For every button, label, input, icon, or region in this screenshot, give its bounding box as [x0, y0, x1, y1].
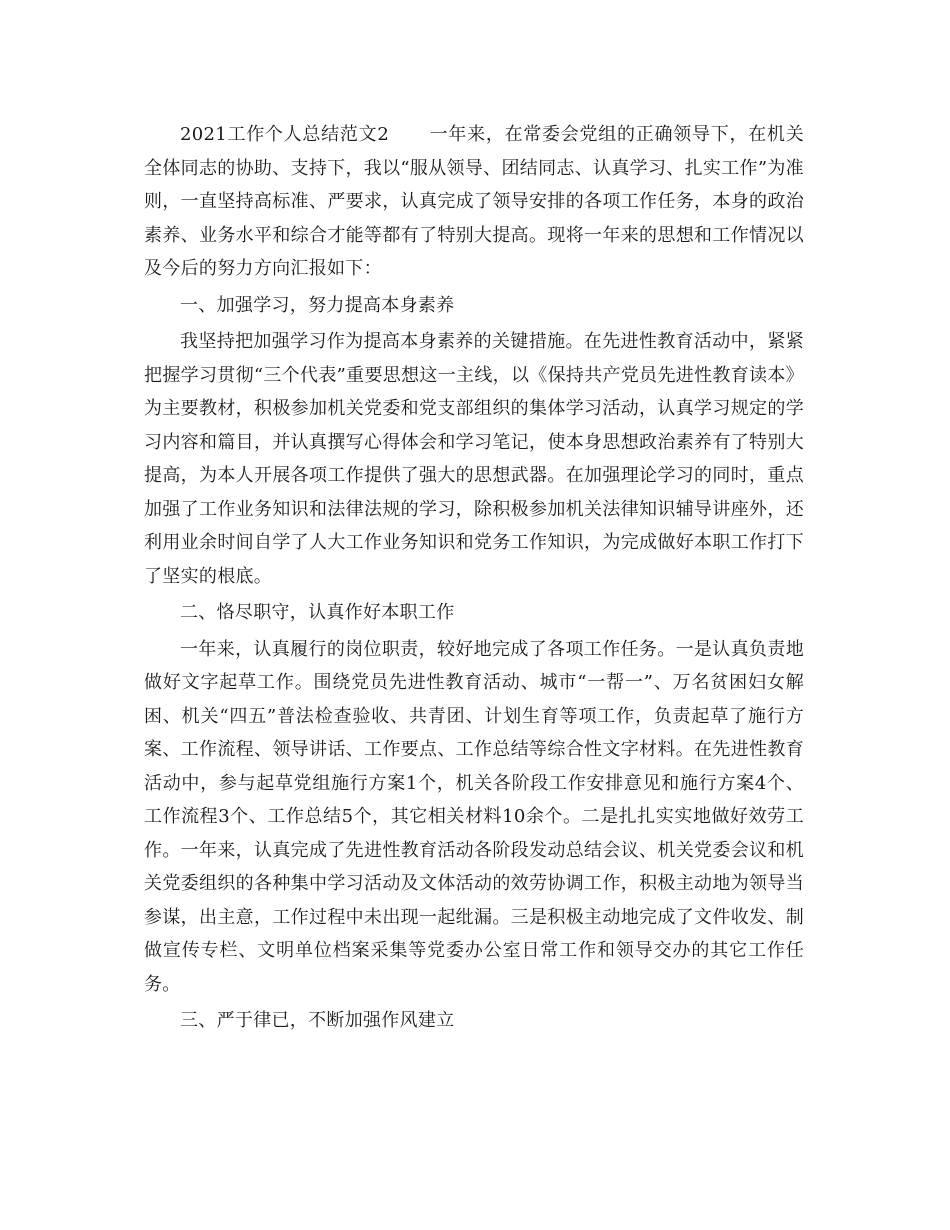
intro-text: 一年来，在常委会党组的正确领导下，在机关全体同志的协助、支持下，我以“服从领导、团结同志、认真学习、扎实工作”为准则，一直坚持高标准、严要求，认真完成了领导安排的各项工作任务，本身的政治素养、业务水平和综合才能等都有了特别大提高。现将一年来的思想和工作情况以及今后的努力方向汇报如下： — [144, 124, 805, 279]
section-1-heading: 一、加强学习，努力提高本身素养 — [180, 294, 455, 316]
section-2-body: 一年来，认真履行的岗位职责，较好地完成了各项工作任务。一是认真负责地做好文字起草工作。围绕党员先进性教育活动、城市“一帮一”、万名贫困妇女解困、机关“四五”普法检查验收、共青团、计划生育等项工作，负责起草了施行方案、工作流程、领导讲话、工作要点、工作总结等综合性文字材料。在先进性教育活动中，参与起草党组施行方案1个，机关各阶段工作安排意见和施行方案4个、工作流程3个、工作总结5个，其它相关材料10余个。二是扎扎实实地做好效劳工作。一年来，认真完成了先进性教育活动各阶段发动总结会议、机关党委会议和机关党委组织的各种集中学习活动及文体活动的效劳协调工作，积极主动地为领导当参谋，出主意，工作过程中未出现一起纰漏。三是积极主动地完成了文件收发、制做宣传专栏、文明单位档案采集等党委办公室日常工作和领导交办的其它工作任务。 — [144, 638, 804, 995]
document-title: 2021工作个人总结范文2 — [180, 124, 390, 145]
section-3-heading: 三、严于律已，不断加强作风建立 — [180, 1010, 455, 1031]
section-1-body: 我坚持把加强学习作为提高本身素养的关键措施。在先进性教育活动中，紧紧把握学习贯彻“三个代表”重要思想这一主线，以《保持共产党员先进性教育读本》为主要教材，积极参加机关党委和党支部组织的集体学习活动，认真学习规定的学习内容和篇目，并认真撰写心得体会和学习笔记，使本身思想政治素养有了特别大提高，为本人开展各项工作提供了强大的思想武器。在加强理论学习的同时，重点加强了工作业务知识和法律法规的学习，除积极参加机关法律知识辅导讲座外，还利用业余时间自学了人大工作业务知识和党务工作知识，为完成做好本职工作打下了坚实的根底。 — [144, 331, 804, 587]
document-body — [144, 118, 804, 1041]
section-2-heading: 二、恪尽职守，认真作好本职工作 — [180, 602, 455, 623]
intro-paragraph — [144, 118, 804, 286]
